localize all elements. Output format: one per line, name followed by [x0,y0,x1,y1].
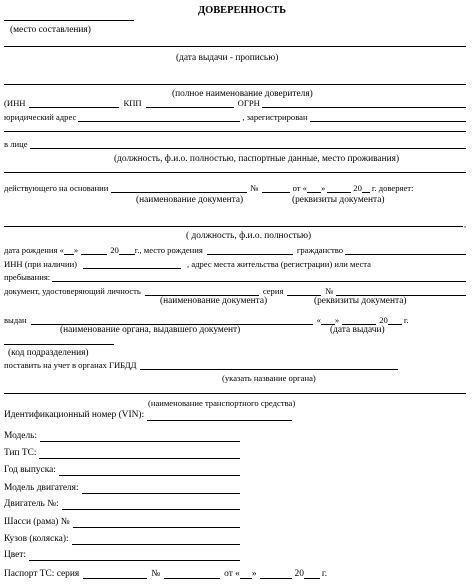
vehicle-field-label: Тип ТС: [4,448,37,458]
birth-month-field[interactable] [81,246,107,255]
basis-close-quote: » [320,183,326,194]
vehicle-field-row [4,411,466,420]
inn-optional-field[interactable] [83,260,181,269]
person-line-2[interactable] [4,172,466,173]
inn-kpp-ogrn-row [4,99,466,108]
authorizes-label: г. доверяет: [371,183,414,194]
basis-no-sign: № [250,183,259,194]
document-title: ДОВЕРЕННОСТЬ [198,5,287,16]
legal-address-field[interactable] [78,113,240,122]
registered-label: , зарегистрирован [242,112,308,123]
stay-row [4,273,466,282]
birth-place-field[interactable] [207,246,293,255]
vehicle-field-input[interactable] [147,420,292,421]
stay-field[interactable] [52,273,466,282]
ogrn-field[interactable] [262,99,466,108]
ogrn-label: ОГРН [237,98,260,109]
gibdd-field[interactable] [140,361,398,370]
vehicle-field-label: Идентификационный номер (VIN): [4,410,145,420]
passport-row [4,570,466,579]
principal-line[interactable] [4,84,466,85]
vehicle-field-row [4,518,466,527]
vehicle-line[interactable] [4,393,466,394]
birth-close-quote: » [73,245,79,256]
passport-close-quote: » [251,569,257,579]
residence-label: , адрес места жительства (регистрации) или места [187,259,371,270]
person-label: в лице [4,139,28,150]
vehicle-field-row [4,466,466,475]
vehicle-field-label: Цвет: [4,550,27,560]
id-no-sign: № [325,286,334,297]
basis-doc-caption: (наименование документа) [136,195,244,205]
birth-label: дата рождения « [4,245,64,256]
series-field[interactable] [287,287,321,296]
vehicle-field-label: Шасси (рама) № [4,517,70,527]
vehicle-field-input[interactable] [59,475,240,476]
vehicle-field-row [4,535,466,544]
vehicle-field-label: Модель: [4,431,38,441]
id-doc-label: документ, удостоверяющий личность [4,286,141,297]
passport-day-field[interactable] [240,570,252,579]
registration-line[interactable] [4,131,466,132]
vehicle-field-input[interactable] [39,458,240,459]
passport-no-sign: № [151,569,161,579]
place-line[interactable] [4,20,134,21]
issue-date-line[interactable] [4,46,466,47]
issued-label: выдан [4,315,27,326]
passport-year-suffix: г. [321,569,328,579]
id-doc-details-caption: (реквизиты документа) [314,296,407,306]
birth-year-field[interactable] [119,246,135,255]
passport-series-field[interactable] [83,570,147,579]
attorney-line[interactable] [4,226,463,227]
inn-residence-row [4,260,466,269]
legal-address-row [4,113,466,122]
issue-month-field[interactable] [342,316,376,325]
basis-year-prefix: 20 [353,183,362,194]
issued-row [4,316,466,325]
passport-year-prefix: 20 [294,569,304,579]
basis-month-field[interactable] [327,184,351,193]
series-label: серия [262,286,284,297]
gibdd-label: поставить на учет в органах ГИБДД [4,360,137,371]
issue-date-sub-caption: (дата выдачи) [330,325,385,335]
inn-field[interactable] [29,99,119,108]
vehicle-field-row [4,432,466,441]
vehicle-field-row [4,449,466,458]
vehicle-field-input[interactable] [72,544,240,545]
person-row [4,140,466,149]
vehicle-field-input[interactable] [29,560,240,561]
issue-close-quote: » [334,315,340,326]
vehicle-field-input[interactable] [82,493,240,494]
vehicle-field-label: Модель двигателя: [4,483,79,493]
issued-by-field[interactable] [31,316,313,325]
citizenship-label: гражданство [296,245,344,256]
basis-day-field[interactable] [307,184,321,193]
kpp-field[interactable] [146,99,234,108]
issue-open-quote: « [316,315,321,326]
basis-doc-field[interactable] [111,184,247,193]
issue-day-field[interactable] [321,316,335,325]
person-caption: (должность, ф.и.о. полностью, паспортные данные, место проживания) [114,154,400,164]
basis-year-field[interactable] [362,184,370,193]
vehicle-field-row [4,551,466,560]
issue-year-field[interactable] [388,316,402,325]
kpp-label: КПП [123,98,142,109]
inn-optional-label: ИНН (при наличии) [4,259,78,270]
passport-label: Паспорт ТС: серия [4,569,80,579]
issue-year-suffix: г. [403,315,409,326]
stay-label: пребывания: [4,272,51,283]
vehicle-field-row [4,484,466,493]
place-caption: (место составления) [10,25,91,35]
issue-date-caption: (дата выдачи - прописью) [176,53,279,63]
basis-label: действующего на основании [4,183,109,194]
organ-caption: (указать название органа) [222,373,316,383]
passport-year-field[interactable] [304,570,320,579]
inn-label: (ИНН [4,98,26,109]
subdivision-line[interactable] [4,344,114,345]
vehicle-field-input[interactable] [62,509,240,510]
vehicle-field-label: Год выпуска: [4,465,56,475]
id-number-field[interactable] [336,287,466,296]
basis-row [4,184,466,193]
birth-year-prefix: 20 [110,245,119,256]
passport-from-label: от « [224,569,240,579]
gibdd-row [4,361,466,370]
subdivision-caption: (код подразделения) [8,348,89,358]
vehicle-field-input[interactable] [40,441,240,442]
vehicle-field-label: Кузов (коляска): [4,534,69,544]
person-field[interactable] [30,140,466,149]
vehicle-caption: (наименование транспортного средства) [148,398,296,408]
id-doc-name-caption: (наименование документа) [160,296,268,306]
principal-caption: (полное наименование доверителя) [172,89,313,99]
basis-number-field[interactable] [262,184,290,193]
vehicle-field-row [4,500,466,509]
issuer-caption: (наименование органа, выдавшего документ) [60,325,241,335]
attorney-comma: , [464,219,467,229]
id-doc-row [4,287,466,296]
passport-month-field[interactable] [260,570,292,579]
birth-place-label: г., место рождения [134,245,203,256]
passport-number-field[interactable] [164,570,220,579]
vehicle-field-label: Двигатель №: [4,499,59,509]
citizenship-field[interactable] [345,246,466,255]
basis-details-caption: (реквизиты документа) [292,195,385,205]
registered-field[interactable] [310,113,466,122]
birth-row [4,246,466,255]
legal-address-label: юридический адрес [4,112,77,123]
basis-from-label: от « [292,183,307,194]
birth-day-field[interactable] [64,246,74,255]
id-doc-field[interactable] [145,287,259,296]
attorney-caption: ( должность, ф.и.о. полностью) [186,231,312,241]
issue-year-prefix: 20 [379,315,388,326]
vehicle-field-input[interactable] [73,527,240,528]
